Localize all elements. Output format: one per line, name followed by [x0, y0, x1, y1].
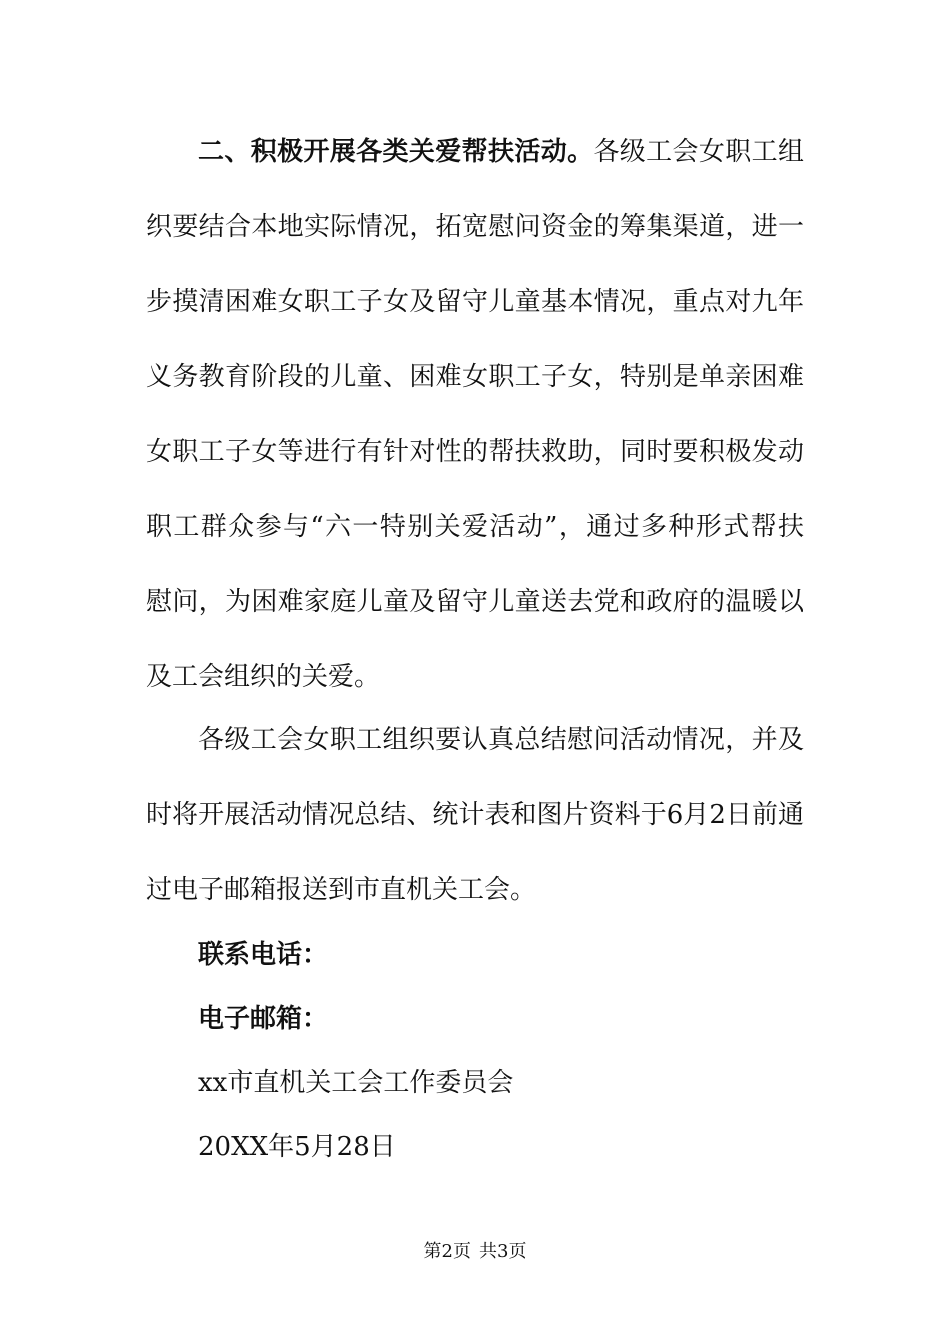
paragraph-2-line-3: 过电子邮箱报送到市直机关工会。 [146, 875, 537, 905]
paragraph-1-line-1 [198, 135, 804, 169]
paragraph-1-line-2: 织要结合本地实际情况，拓宽慰问资金的筹集渠道，进一 [146, 212, 804, 242]
paragraph-1-line-4: 义务教育阶段的儿童、困难女职工子女，特别是单亲困难 [146, 362, 804, 392]
signature-date: 20XX年5月28日 [198, 1132, 396, 1162]
paragraph-1-line-7: 慰问，为困难家庭儿童及留守儿童送去党和政府的温暖以 [146, 587, 804, 617]
paragraph-1-line-8: 及工会组织的关爱。 [146, 662, 381, 692]
paragraph-1-line-3: 步摸清困难女职工子女及留守儿童基本情况，重点对九年 [146, 287, 804, 317]
paragraph-2-line-2: 时将开展活动情况总结、统计表和图片资料于6月2日前通 [146, 800, 804, 830]
signature-org: xx市直机关工会工作委员会 [198, 1068, 514, 1098]
paragraph-1-line-5: 女职工子女等进行有针对性的帮扶救助，同时要积极发动 [146, 437, 804, 467]
section-heading: 二、积极开展各类关爱帮扶活动。 [198, 137, 594, 167]
page-total: 共3页 [479, 1241, 527, 1262]
page-footer [0, 1240, 950, 1264]
paragraph-1-line-6: 职工群众参与“六一特别关爱活动”，通过多种形式帮扶 [146, 512, 804, 542]
paragraph-2-line-1: 各级工会女职工组织要认真总结慰问活动情况，并及 [198, 725, 804, 755]
contact-email-label: 电子邮箱： [198, 1004, 329, 1034]
page-number: 第2页 [423, 1241, 471, 1262]
paragraph-1-line-1-rest: 各级工会女职工组 [593, 137, 804, 167]
contact-phone-label: 联系电话： [198, 940, 329, 970]
